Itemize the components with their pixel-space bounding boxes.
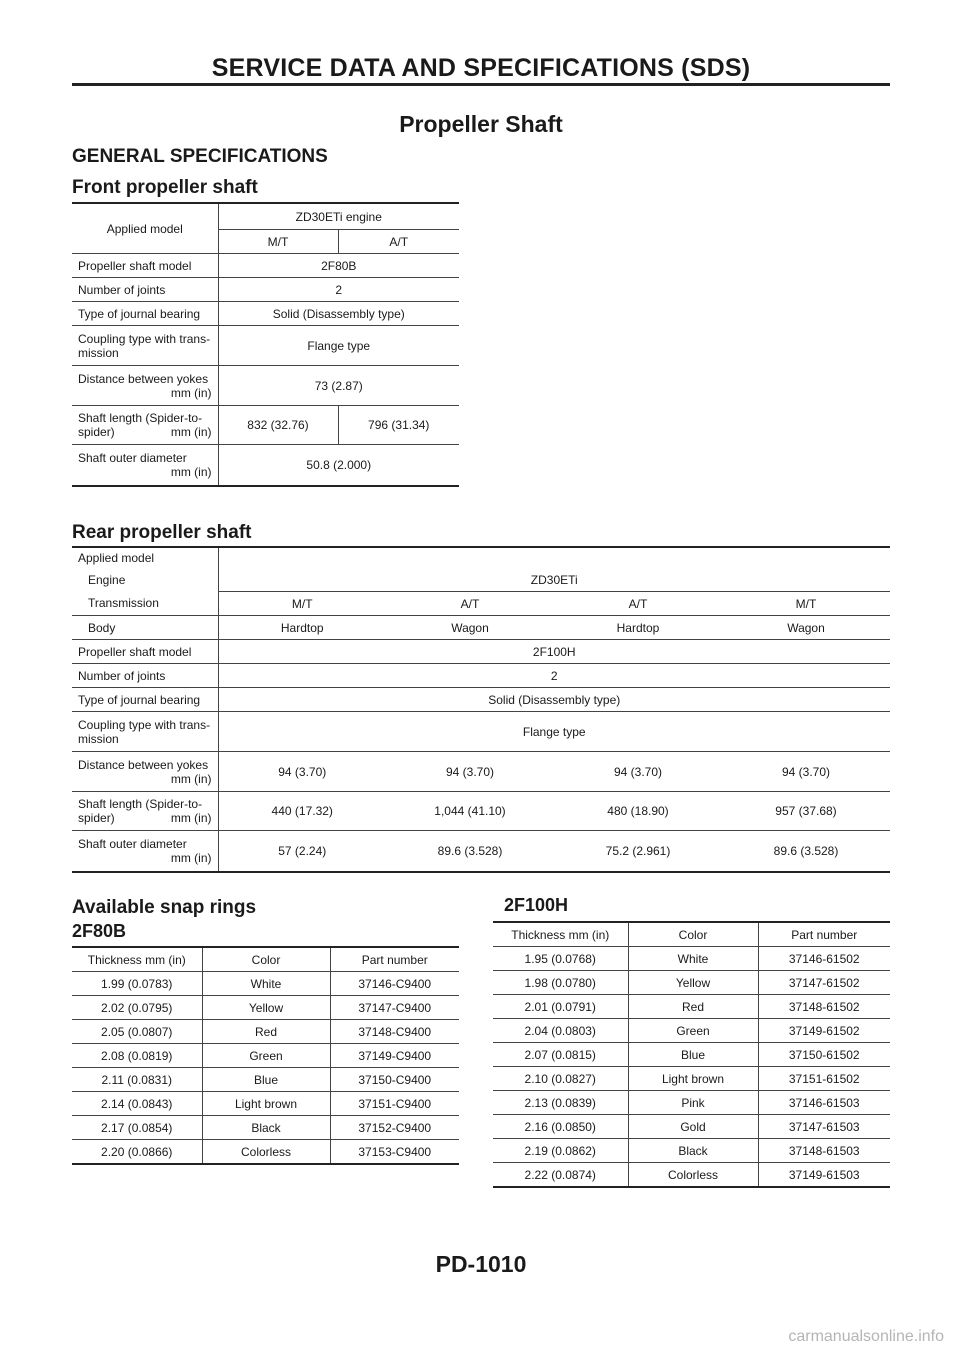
rear-propeller-shaft-table <box>72 546 890 873</box>
table-row <box>72 640 890 664</box>
table-row <box>493 971 890 995</box>
table-row <box>72 1092 459 1116</box>
table-row <box>72 1140 459 1165</box>
row-value: 94 (3.70) <box>722 752 890 792</box>
table-cell: White <box>202 972 330 996</box>
column-header: Part number <box>758 922 890 947</box>
table-row <box>72 1044 459 1068</box>
table-cell: 2.19 (0.0862) <box>493 1139 628 1163</box>
table-cell: 37146-61502 <box>758 947 890 971</box>
row-value: 50.8 (2.000) <box>306 458 372 472</box>
table-header-row <box>72 947 459 972</box>
column-header: Thickness mm (in) <box>72 947 202 972</box>
table-cell: 2.04 (0.0803) <box>493 1019 628 1043</box>
table-header-row <box>493 922 890 947</box>
engine-value: ZD30ETi engine <box>218 203 459 230</box>
transmission-value: A/T <box>386 592 554 616</box>
table-row <box>72 664 890 688</box>
section-title: SERVICE DATA AND SPECIFICATIONS (SDS) <box>211 54 751 82</box>
table-cell: 37147-C9400 <box>330 996 459 1020</box>
table-cell: Green <box>628 1019 758 1043</box>
row-label: Shaft length (Spider-to- spider) mm (in) <box>72 792 218 831</box>
rear-propeller-shaft-heading: Rear propeller shaft <box>72 522 252 543</box>
transmission-label: Transmission <box>72 592 218 616</box>
table-row <box>72 752 890 792</box>
table-row <box>72 1020 459 1044</box>
table-row <box>72 831 890 873</box>
table-row <box>493 995 890 1019</box>
table-row <box>493 947 890 971</box>
table-cell: Yellow <box>628 971 758 995</box>
table-cell: Pink <box>628 1091 758 1115</box>
table-row <box>493 1163 890 1188</box>
table-cell: Red <box>628 995 758 1019</box>
transmission-mt: M/T <box>218 230 338 254</box>
table-cell: 37149-61502 <box>758 1019 890 1043</box>
table-row <box>72 688 890 712</box>
table-row <box>72 278 459 302</box>
engine-label: Engine <box>72 568 218 592</box>
front-propeller-shaft-table <box>72 202 459 487</box>
row-value: 2 <box>218 278 459 302</box>
row-label: Number of joints <box>72 664 218 688</box>
body-value: Wagon <box>386 616 554 640</box>
table-row <box>493 1043 890 1067</box>
table-cell: Gold <box>628 1115 758 1139</box>
table-cell: 37148-61502 <box>758 995 890 1019</box>
transmission-value: M/T <box>218 592 386 616</box>
row-value: 89.6 (3.528) <box>773 844 839 858</box>
header-divider <box>72 83 890 86</box>
table-row <box>72 792 890 831</box>
table-cell: 37153-C9400 <box>358 1144 432 1159</box>
table-cell: 37148-61503 <box>758 1139 890 1163</box>
table-row <box>72 972 459 996</box>
table-cell: 2.16 (0.0850) <box>493 1115 628 1139</box>
table-cell: 2.05 (0.0807) <box>72 1020 202 1044</box>
row-value: Solid (Disassembly type) <box>218 302 459 326</box>
table-cell: 37146-61503 <box>758 1091 890 1115</box>
table-cell: 37146-C9400 <box>330 972 459 996</box>
row-label: Propeller shaft model <box>72 254 218 278</box>
table-cell: 37149-C9400 <box>330 1044 459 1068</box>
row-value: 957 (37.68) <box>722 792 890 831</box>
row-label: Shaft length (Spider-to- spider) mm (in) <box>72 406 218 445</box>
column-header: Thickness mm (in) <box>493 922 628 947</box>
table-cell: 2.07 (0.0815) <box>493 1043 628 1067</box>
table-cell: 2.08 (0.0819) <box>72 1044 202 1068</box>
column-header: Color <box>628 922 758 947</box>
table-cell: 37147-61503 <box>758 1115 890 1139</box>
table-row <box>493 1091 890 1115</box>
table-cell: 2.11 (0.0831) <box>72 1068 202 1092</box>
table-row <box>72 712 890 752</box>
table-cell: 37149-61503 <box>788 1167 860 1182</box>
snap-ring-2f100h-table <box>493 921 890 1188</box>
table-cell: 2.01 (0.0791) <box>493 995 628 1019</box>
row-value: 73 (2.87) <box>218 366 459 406</box>
row-label: Type of journal bearing <box>72 302 218 326</box>
table-row <box>493 1115 890 1139</box>
table-cell: 37151-61502 <box>758 1067 890 1091</box>
snap-rings-heading: Available snap rings <box>72 897 257 918</box>
body-value: Hardtop <box>554 616 722 640</box>
table-row <box>72 1068 459 1092</box>
column-header: Part number <box>330 947 459 972</box>
engine-value: ZD30ETi <box>218 568 890 592</box>
table-row <box>72 254 459 278</box>
table-cell: 2.02 (0.0795) <box>72 996 202 1020</box>
table-row <box>72 406 459 445</box>
row-value-at: 796 (31.34) <box>338 406 459 445</box>
row-label: Coupling type with trans- mission <box>72 326 218 366</box>
column-header: Color <box>202 947 330 972</box>
applied-model-label: Applied model <box>72 203 218 254</box>
table-cell: 1.95 (0.0768) <box>493 947 628 971</box>
row-value: 94 (3.70) <box>554 752 722 792</box>
table-cell: 2.22 (0.0874) <box>493 1163 628 1188</box>
row-value: 2 <box>218 664 890 688</box>
table-cell: 1.99 (0.0783) <box>72 972 202 996</box>
table-cell: Colorless <box>202 1140 330 1165</box>
table-cell: Green <box>202 1044 330 1068</box>
row-value: Flange type <box>218 326 459 366</box>
watermark: carmanualsonline.info <box>788 1328 944 1345</box>
table-cell: 37152-C9400 <box>330 1116 459 1140</box>
applied-model-label: Applied model <box>72 547 218 568</box>
body-value: Hardtop <box>218 616 386 640</box>
table-row <box>72 366 459 406</box>
row-label: Number of joints <box>72 278 218 302</box>
table-cell: 1.98 (0.0780) <box>493 971 628 995</box>
row-label: Distance between yokes mm (in) <box>72 752 218 792</box>
row-value: 75.2 (2.961) <box>605 844 671 858</box>
table-cell: Yellow <box>202 996 330 1020</box>
row-label: Coupling type with trans- mission <box>72 712 218 752</box>
table-cell: Black <box>628 1139 758 1163</box>
body-value: Wagon <box>722 616 890 640</box>
general-specifications-heading: GENERAL SPECIFICATIONS <box>72 146 328 167</box>
table-cell: Blue <box>628 1043 758 1067</box>
table-row <box>493 1019 890 1043</box>
front-propeller-shaft-heading: Front propeller shaft <box>72 177 258 198</box>
table-cell: Light brown <box>628 1067 758 1091</box>
table-row <box>72 445 459 487</box>
table-row <box>72 302 459 326</box>
row-value: 2F100H <box>218 640 890 664</box>
row-value: 94 (3.70) <box>386 752 554 792</box>
table-row <box>493 1139 890 1163</box>
table-cell: 37151-C9400 <box>330 1092 459 1116</box>
table-cell: Black <box>202 1116 330 1140</box>
table-row <box>72 996 459 1020</box>
row-value: 480 (18.90) <box>554 792 722 831</box>
row-value: 440 (17.32) <box>218 792 386 831</box>
table-cell: 37148-C9400 <box>330 1020 459 1044</box>
table-row <box>493 1067 890 1091</box>
table-cell: White <box>628 947 758 971</box>
blank-cell <box>218 547 890 568</box>
snap-ring-2f80b-heading: 2F80B <box>72 921 127 941</box>
row-value: 1,044 (41.10) <box>386 792 554 831</box>
table-cell: 2.13 (0.0839) <box>493 1091 628 1115</box>
row-value: 89.6 (3.528) <box>437 844 503 858</box>
row-label: Propeller shaft model <box>72 640 218 664</box>
row-label: Distance between yokes mm (in) <box>72 366 218 406</box>
row-label: Shaft outer diameter mm (in) <box>72 831 218 873</box>
row-value: Flange type <box>218 712 890 752</box>
table-cell: 37147-61502 <box>758 971 890 995</box>
table-row <box>72 1116 459 1140</box>
row-value: 2F80B <box>218 254 459 278</box>
row-value-mt: 832 (32.76) <box>218 406 338 445</box>
table-cell: Blue <box>202 1068 330 1092</box>
row-value: 57 (2.24) <box>278 844 327 858</box>
table-cell: 37150-C9400 <box>330 1068 459 1092</box>
table-cell: 2.17 (0.0854) <box>72 1116 202 1140</box>
row-label: Shaft outer diameter mm (in) <box>72 445 218 487</box>
transmission-value: A/T <box>554 592 722 616</box>
table-cell: Red <box>202 1020 330 1044</box>
table-cell: 2.20 (0.0866) <box>72 1140 202 1165</box>
body-label: Body <box>72 616 218 640</box>
table-cell: 2.10 (0.0827) <box>493 1067 628 1091</box>
table-cell: 37150-61502 <box>758 1043 890 1067</box>
row-label: Type of journal bearing <box>72 688 218 712</box>
table-cell: Colorless <box>628 1163 758 1188</box>
snap-ring-2f80b-table <box>72 946 459 1165</box>
table-cell: 2.14 (0.0843) <box>72 1092 202 1116</box>
table-cell: Light brown <box>202 1092 330 1116</box>
snap-ring-2f100h-heading: 2F100H <box>504 895 569 915</box>
transmission-at: A/T <box>338 230 459 254</box>
row-value: Solid (Disassembly type) <box>218 688 890 712</box>
transmission-value: M/T <box>722 592 890 616</box>
table-row <box>72 326 459 366</box>
row-value: 94 (3.70) <box>218 752 386 792</box>
page-number: PD-1010 <box>435 1251 527 1277</box>
page-title: Propeller Shaft <box>399 111 563 137</box>
